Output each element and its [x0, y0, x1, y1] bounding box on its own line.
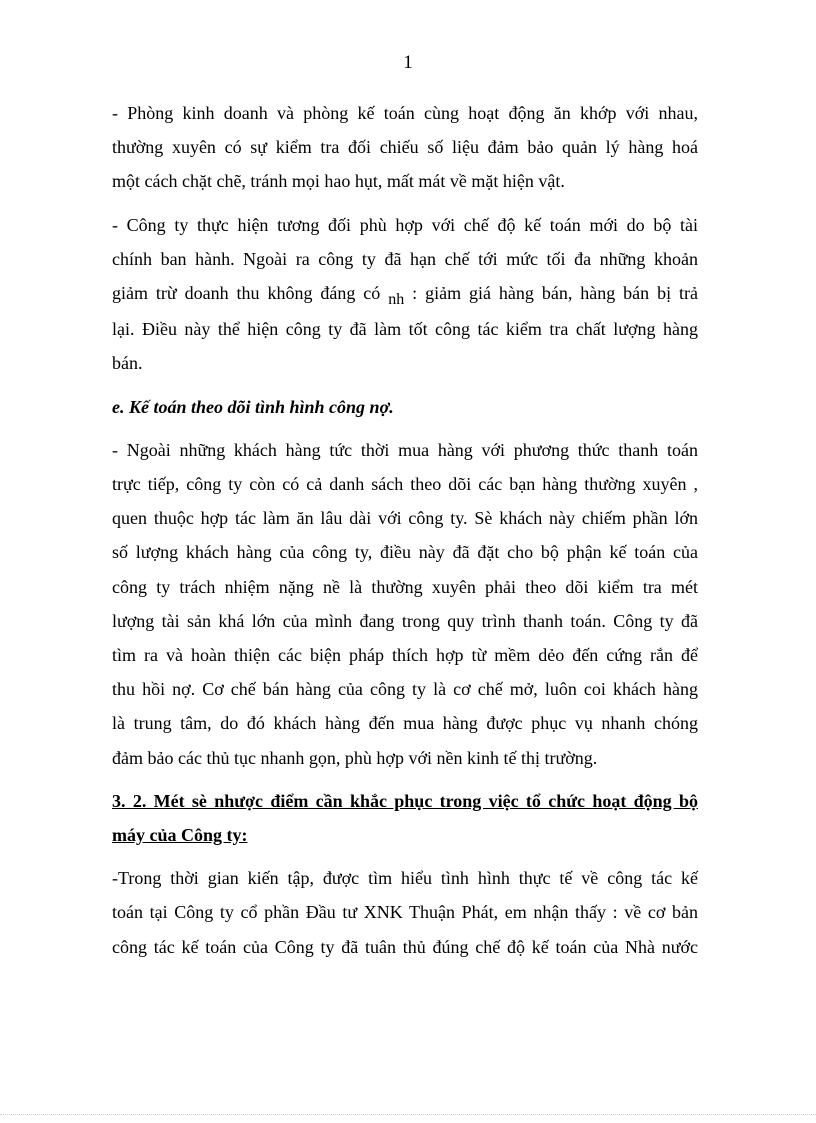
text-line: lượng tài sản khá lớn của mình đang trong quy trình thanh toán. Công ty đã — [112, 610, 698, 631]
text-line: công tác kế toán của Công ty đã tuân thủ đúng chế độ kế toán của Nhà nước — [112, 936, 698, 957]
heading-line: máy của Công ty: — [112, 825, 248, 846]
text-line: quen thuộc hợp tác làm ăn lâu dài với công ty. Sè khách này chiếm phần lớn — [112, 508, 698, 529]
text-line: công ty trách nhiệm nặng nề là thường xuyên phải theo dõi kiểm tra mét — [112, 576, 698, 597]
text-line: là trung tâm, do đó khách hàng đến mua hàng được phục vụ nhanh chóng — [112, 713, 698, 734]
paragraph-accounting-regime — [112, 208, 698, 381]
subscript-text: nh — [388, 291, 405, 309]
text-line: thu hồi nợ. Cơ chế bán hàng của công ty là cơ chế mở, luôn coi khách hàng — [112, 679, 698, 700]
paragraph-sales-accounting — [112, 96, 698, 199]
text-line: - Ngoài những khách hàng tức thời mua hàng với phương thức thanh toán — [112, 439, 698, 460]
section-heading-weaknesses — [112, 784, 698, 852]
text-line: một cách chặt chẽ, tránh mọi hao hụt, mất mát về mặt hiện vật. — [112, 171, 565, 192]
text-line: - Phòng kinh doanh và phòng kế toán cùng hoạt động ăn khớp với nhau, — [112, 103, 698, 123]
text-line: lại. Điều này thể hiện công ty đã làm tốt công tác kiểm tra chất lượng hàng — [112, 319, 698, 340]
text-line: chính ban hành. Ngoài ra công ty đã hạn chế tới mức tối đa những khoản — [112, 248, 698, 269]
heading-line: 3. 2. Mét sè nhược điểm cần khắc phục trong việc tổ chức hoạt động bộ — [112, 790, 698, 811]
page-number: 1 — [403, 52, 413, 73]
text-line: thường xuyên có sự kiểm tra đối chiếu số liệu đảm bảo quản lý hàng hoá — [112, 137, 698, 158]
text-segment: giảm trừ doanh thu không đáng có — [112, 283, 389, 304]
document-body — [112, 96, 698, 973]
text-line: số lượng khách hàng của công ty, điều này đã đặt cho bộ phận kế toán của — [112, 542, 698, 563]
text-line: đảm bảo các thủ tục nhanh gọn, phù hợp với nền kinh tế thị trường. — [112, 747, 598, 768]
text-segment: : giảm giá hàng bán, hàng bán bị trả — [404, 283, 698, 304]
text-line: - Công ty thực hiện tương đối phù hợp với chế độ kế toán mới do bộ tài — [112, 214, 698, 235]
section-heading-debt-tracking: e. Kế toán theo dõi tình hình công nợ. — [112, 396, 394, 417]
paragraph-debt-management — [112, 433, 698, 775]
text-line-with-subscript — [112, 276, 698, 312]
text-line: -Trong thời gian kiến tập, được tìm hiểu tình hình thực tế về công tác kế — [112, 868, 698, 889]
paragraph-internship-findings — [112, 861, 698, 964]
text-line: tìm ra và hoàn thiện các biện pháp thích hợp từ mềm dẻo đến cứng rắn để — [112, 645, 698, 666]
text-line: toán tại Công ty cổ phần Đầu tư XNK Thuận Phát, em nhận thấy : về cơ bản — [112, 902, 698, 923]
page-bottom-divider — [0, 1114, 816, 1115]
text-line: trực tiếp, công ty còn có cả danh sách theo dõi các bạn hàng thường xuyên , — [112, 474, 698, 495]
text-line: bán. — [112, 353, 143, 374]
